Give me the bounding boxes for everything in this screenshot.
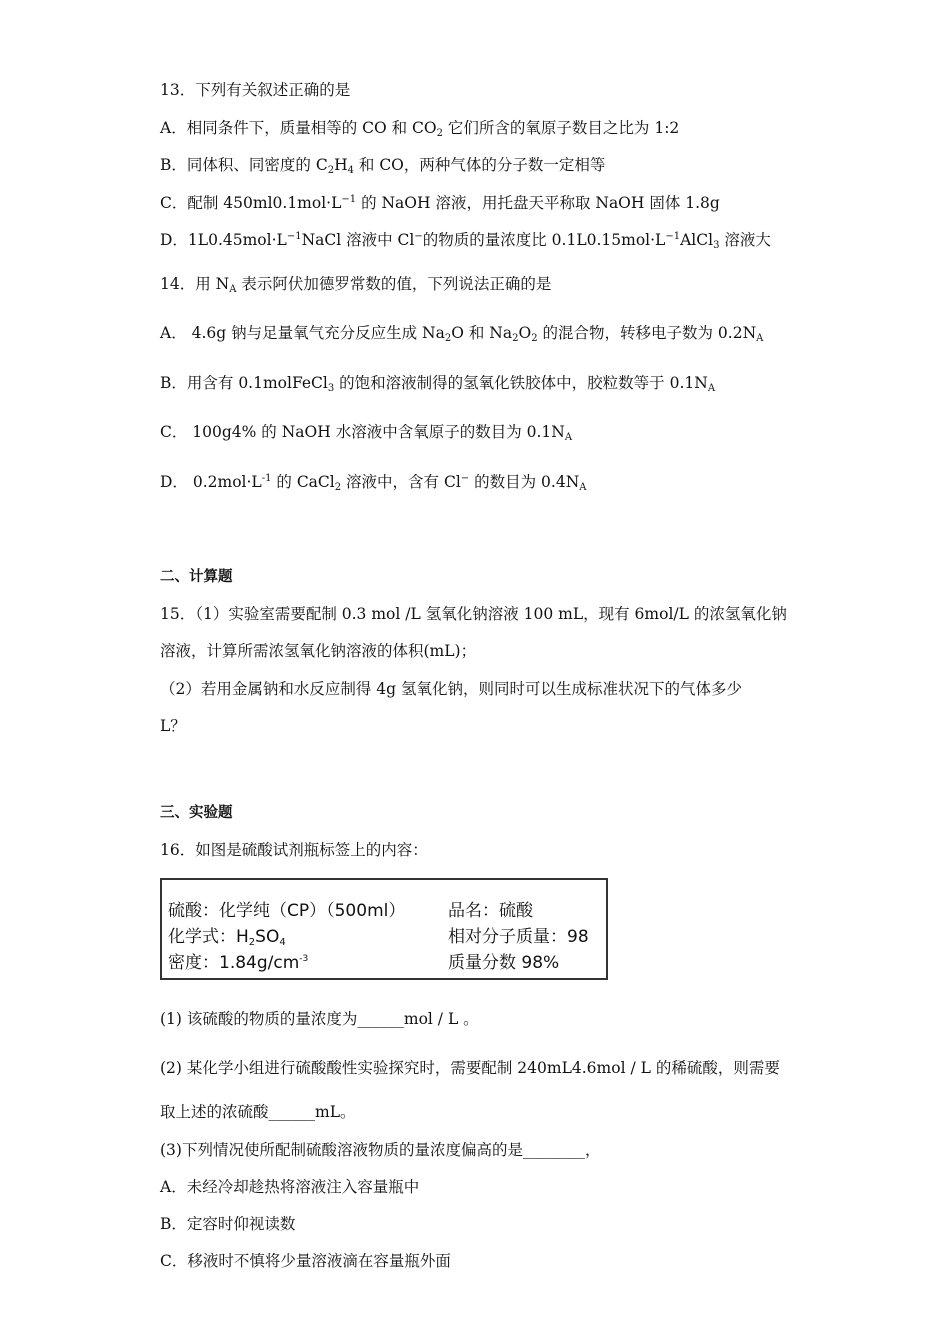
- q16-part-3: (3)下列情况使所配制硫酸溶液物质的量浓度偏高的是________，: [160, 1141, 601, 1159]
- q15-line-3: （2）若用金属钠和水反应制得 4g 氢氧化钠，则同时可以生成标准状况下的气体多少: [160, 680, 743, 698]
- q14-stem: 14．用 $N_A$ 表示阿伏加德罗常数的值，下列说法正确的是: [160, 275, 552, 295]
- q15-line-1: 15．（1）实验室需要配制 0.3 mol /L 氢氧化钠溶液 100 mL，现有 6mol/L 的浓氢氧化钠: [160, 605, 787, 623]
- section-heading-calculation: 二、计算题: [160, 569, 233, 585]
- q13-option-c: C．配制 $450ml0.1mol\cdot L^{-1}$ 的 NaOH 溶液，用托盘天平称取 NaOH 固体 1.8g: [160, 194, 720, 212]
- q13-option-a: A．相同条件下，质量相等的 CO 和 $CO_2$ 它们所含的氧原子数目之比为 1:2: [160, 119, 680, 139]
- q16-option-c: C．移液时不慎将少量溶液滴在容量瓶外面: [160, 1252, 451, 1270]
- q16-option-a: A．未经冷却趁热将溶液注入容量瓶中: [160, 1178, 420, 1196]
- reagent-label-image: [160, 878, 608, 980]
- section-heading-experiment: 三、实验题: [160, 805, 233, 821]
- q16-option-b: B．定容时仰视读数: [160, 1215, 296, 1233]
- q14-option-b: B．用含有 0.1molFeCl$_3$ 的饱和溶液制得的氢氧化铁胶体中，胶粒数等于 $0.1N_A$: [160, 374, 716, 394]
- label-molar-mass: 相对分子质量：98: [448, 927, 589, 947]
- q16-part-2-line-1: (2) 某化学小组进行硫酸酸性实验探究时，需要配制 240mL4.6mol / L 的稀硫酸，则需要: [160, 1059, 780, 1077]
- q16-part-2-line-2: 取上述的浓硫酸______mL。: [160, 1103, 356, 1121]
- q14-option-d: D． $0.2mol\cdot L^{-1}$ 的 CaCl$_2$ 溶液中，含有 Cl− 的数目为 $0.4N_A$: [160, 473, 587, 493]
- q16-stem: 16．如图是硫酸试剂瓶标签上的内容：: [160, 841, 428, 859]
- q16-part-1: (1) 该硫酸的物质的量浓度为______mol / L 。: [160, 1010, 479, 1028]
- q15-line-4: L？: [160, 717, 186, 735]
- q13-stem: 13．下列有关叙述正确的是: [160, 81, 351, 99]
- label-purity: 硫酸：化学纯（CP）（500ml）: [168, 901, 406, 921]
- label-product-name: 品名：硫酸: [448, 901, 533, 921]
- q14-option-a: A． 4.6g 钠与足量氧气充分反应生成 $Na_2O$ 和 $Na_2O_2$ 的混合物，转移电子数为 $0.2N_A$: [160, 324, 764, 344]
- q15-line-2: 溶液，计算所需浓氢氧化钠溶液的体积(mL)；: [160, 642, 477, 660]
- q14-option-c: C． 100g4% 的 NaOH 水溶液中含氧原子的数目为 $0.1N_A$: [160, 423, 573, 443]
- label-formula: 化学式：$H_2SO_4$: [168, 927, 286, 948]
- label-mass-fraction: 质量分数 98%: [448, 953, 560, 973]
- q13-option-b: B．同体积、同密度的 $C_2H_4$ 和 CO，两种气体的分子数一定相等: [160, 156, 606, 176]
- q13-option-d: D．$1L0.45mol\cdot L^{-1}NaCl$ 溶液中 Cl−的物质的量浓度比 $0.1L0.15mol\cdot L^{-1}AlCl_3$ 溶液大: [160, 231, 771, 251]
- label-density: 密度：$1.84g/cm^{-3}$: [168, 953, 309, 973]
